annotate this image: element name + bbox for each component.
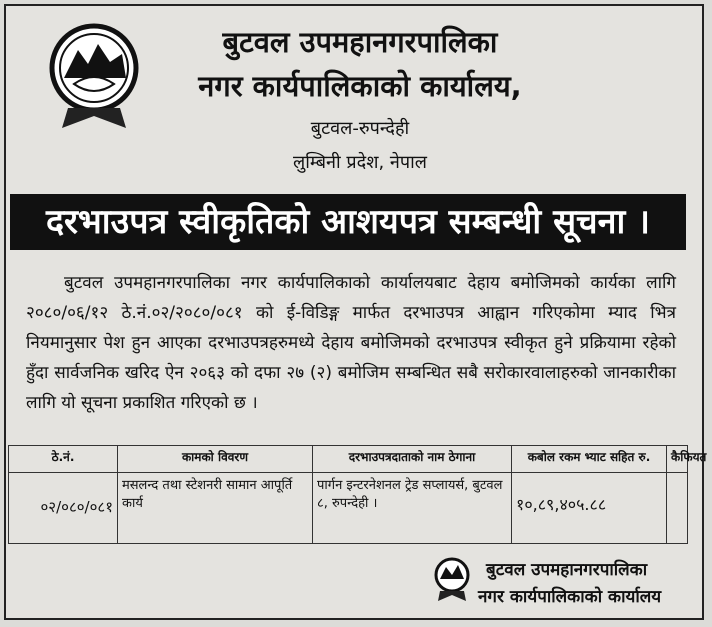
cell-bidder: पार्गन इन्टरनेशनल ट्रेड सप्लायर्स, बुटवल ८, रुपन्देही ।: [313, 473, 512, 544]
nepal-emblem-logo: [48, 20, 140, 132]
col-description: कामको विवरण: [118, 446, 313, 473]
col-amount: कबोल रकम भ्याट सहित रु.: [512, 446, 667, 473]
notice-body-text: बुटवल उपमहानगरपालिका नगर कार्यपालिकाको कार्यालयबाट देहाय बमोजिमको कार्यका लागि २०८०/०६/१२ ठे.नं.०२/२०८०/०८१ को ई-विडिङ्ग मार्फत दरभाउपत्र आह्वान गरिएकोमा म्याद भित्र नियमानुसार पेश हुन आएका दरभाउपत्रहरुमध्ये देहाय बमोजिमको दरभाउपत्र स्वीकृत हुने प्रक्रियामा रहेको हुँदा सार्वजनिक खरिद ऐन २०६३ को दफा २७ (२) बमोजिम सम्बन्धित सबै सरोकारवालाहरुको जानकारीका लागि यो सूचना प्रकाशित गरिएको छ ।: [26, 273, 676, 413]
footer-office-name: नगर कार्यपालिकाको कार्यालय: [478, 587, 662, 607]
col-bidder: दरभाउपत्रदाताको नाम ठेगाना: [313, 446, 512, 473]
col-remarks: कैफियत: [667, 446, 688, 473]
notice-body: [26, 268, 676, 418]
table-header-row: [9, 446, 688, 473]
col-contract-no: ठे.नं.: [9, 446, 118, 473]
header-province: लुम्बिनी प्रदेश, नेपाल: [293, 152, 427, 173]
header-office-name: नगर कार्यपालिकाको कार्यालय,: [198, 69, 522, 103]
header-address: बुटवल-रुपन्देही: [310, 118, 410, 139]
cell-contract-no: ०२/०८०/०८१: [9, 473, 118, 544]
header-org-name: बुटवल उपमहानगरपालिका: [222, 25, 498, 59]
cell-description: मसलन्द तथा स्टेशनरी सामान आपूर्ति कार्य: [118, 473, 313, 544]
bid-table: [8, 445, 707, 544]
cell-remarks: [667, 473, 688, 544]
table-row: [9, 473, 688, 544]
notice-title-banner: दरभाउपत्र स्वीकृतिको आशयपत्र सम्बन्धी सूचना ।: [10, 194, 686, 250]
cell-amount: १०,८९,४०५.८८: [512, 473, 667, 544]
footer-org-name: बुटवल उपमहानगरपालिका: [486, 560, 648, 580]
footer-emblem-logo: [432, 557, 472, 603]
